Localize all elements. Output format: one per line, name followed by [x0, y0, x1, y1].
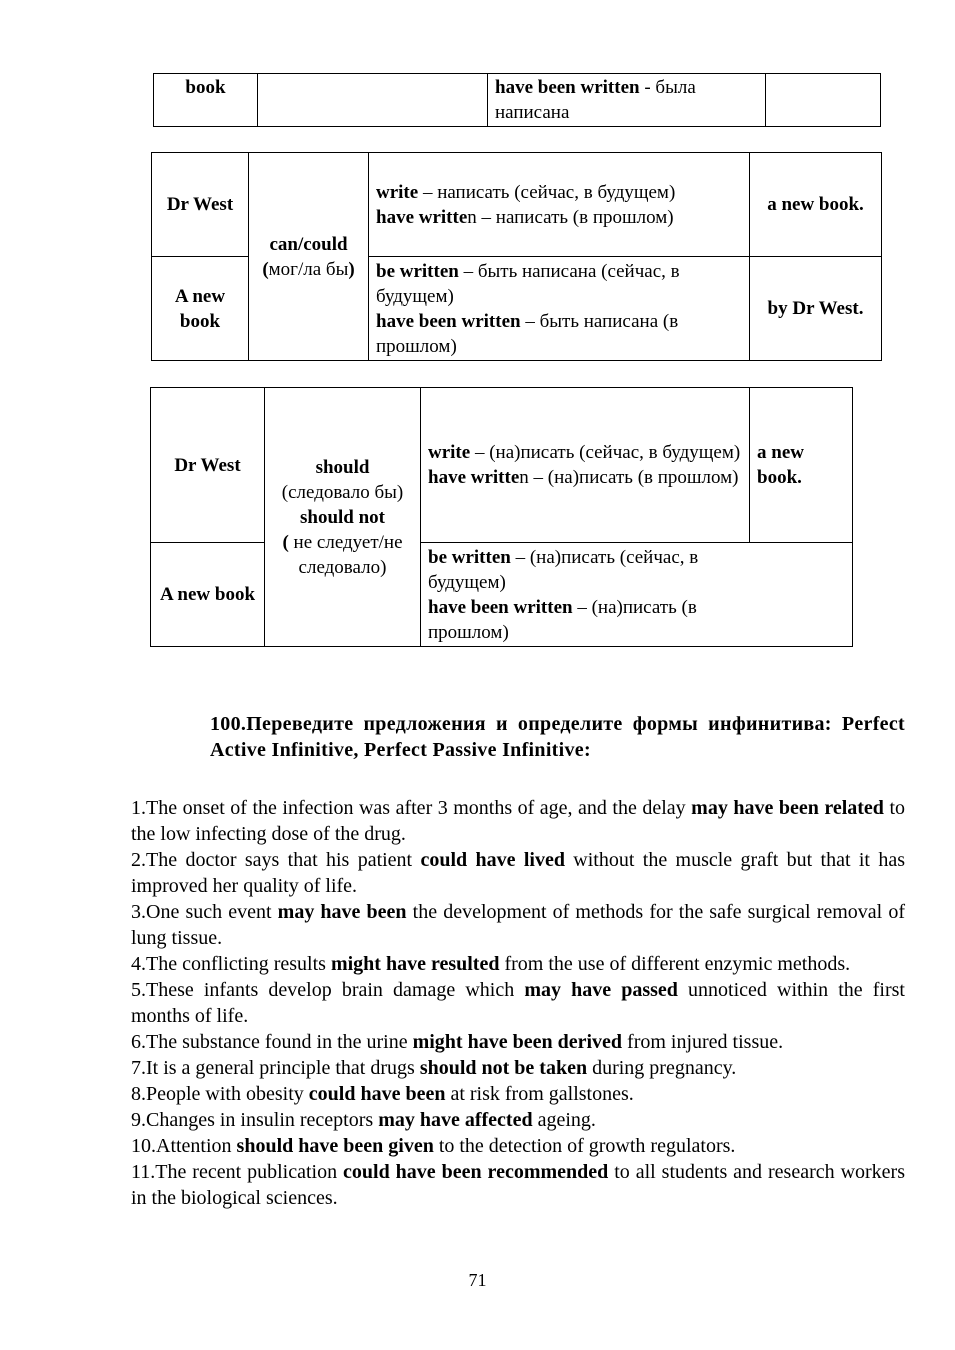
exercise-sentences — [131, 795, 905, 1211]
table2-passive-agent: by Dr West. — [750, 257, 882, 361]
sentence-10: 10.Attention should have been given to the detection of growth regulators. — [131, 1135, 736, 1157]
table-book-passive — [153, 73, 881, 127]
table1-subject: book — [154, 74, 258, 127]
table3-active-object: a new book. — [750, 388, 853, 543]
sentence-9: 9.Changes in insulin receptors may have affected ageing. — [131, 1109, 596, 1131]
sentence-7: 7.It is a general principle that drugs should not be taken during pregnancy. — [131, 1057, 737, 1079]
sentence-5: 5.These infants develop brain damage which may have passed unnoticed within the first months of life. — [131, 979, 905, 1027]
table2-passive-forms: be written – быть написана (сейчас, в будущем) have been written – быть написана (в прошлом) — [369, 257, 750, 361]
table3-passive-subject: A new book — [151, 543, 265, 647]
sentence-6: 6.The substance found in the urine might have been derived from injured tissue. — [131, 1031, 784, 1053]
table2-active-object: a new book. — [750, 153, 882, 257]
sentence-1: 1.The onset of the infection was after 3 months of age, and the delay may have been related to the low infecting dose of the drug. — [131, 797, 905, 845]
sentence-8: 8.People with obesity could have been at risk from gallstones. — [131, 1083, 634, 1105]
table2-active-forms: write – написать (сейчас, в будущем) have written – написать (в прошлом) — [369, 153, 750, 257]
table2-modal: can/could (мог/ла бы) — [249, 153, 369, 361]
table3-modal: should (следовало бы) should not ( не следует/не следовало) — [265, 388, 421, 647]
table2-active-subject: Dr West — [152, 153, 249, 257]
sentence-2: 2.The doctor says that his patient could have lived without the muscle graft but that it has improved her quality of life. — [131, 849, 905, 897]
table1-object — [766, 74, 881, 127]
sentence-11: 11.The recent publication could have been recommended to all students and research workers in the biological sciences. — [131, 1161, 905, 1209]
exercise-heading: 100.Переведите предложения и определите формы инфинитива: Perfect Active Infinitive, Perfect Passive Infinitive: — [210, 713, 905, 761]
table3-passive-forms: be written – (на)писать (сейчас, в будущем) have been written – (на)писать (в прошлом) — [421, 543, 853, 647]
table3-active-subject: Dr West — [151, 388, 265, 543]
table3-active-forms: write – (на)писать (сейчас, в будущем) have written – (на)писать (в прошлом) — [421, 388, 750, 543]
table2-passive-subject: A new book — [152, 257, 249, 361]
table-should — [150, 387, 853, 647]
sentence-4: 4.The conflicting results might have resulted from the use of different enzymic methods. — [131, 953, 851, 975]
table1-modal — [258, 74, 488, 127]
table-can-could — [151, 152, 882, 361]
page-number: 71 — [468, 1270, 487, 1290]
table1-verb: have been written - была написана — [488, 74, 766, 127]
sentence-3: 3.One such event may have been the development of methods for the safe surgical removal of lung tissue. — [131, 901, 905, 949]
